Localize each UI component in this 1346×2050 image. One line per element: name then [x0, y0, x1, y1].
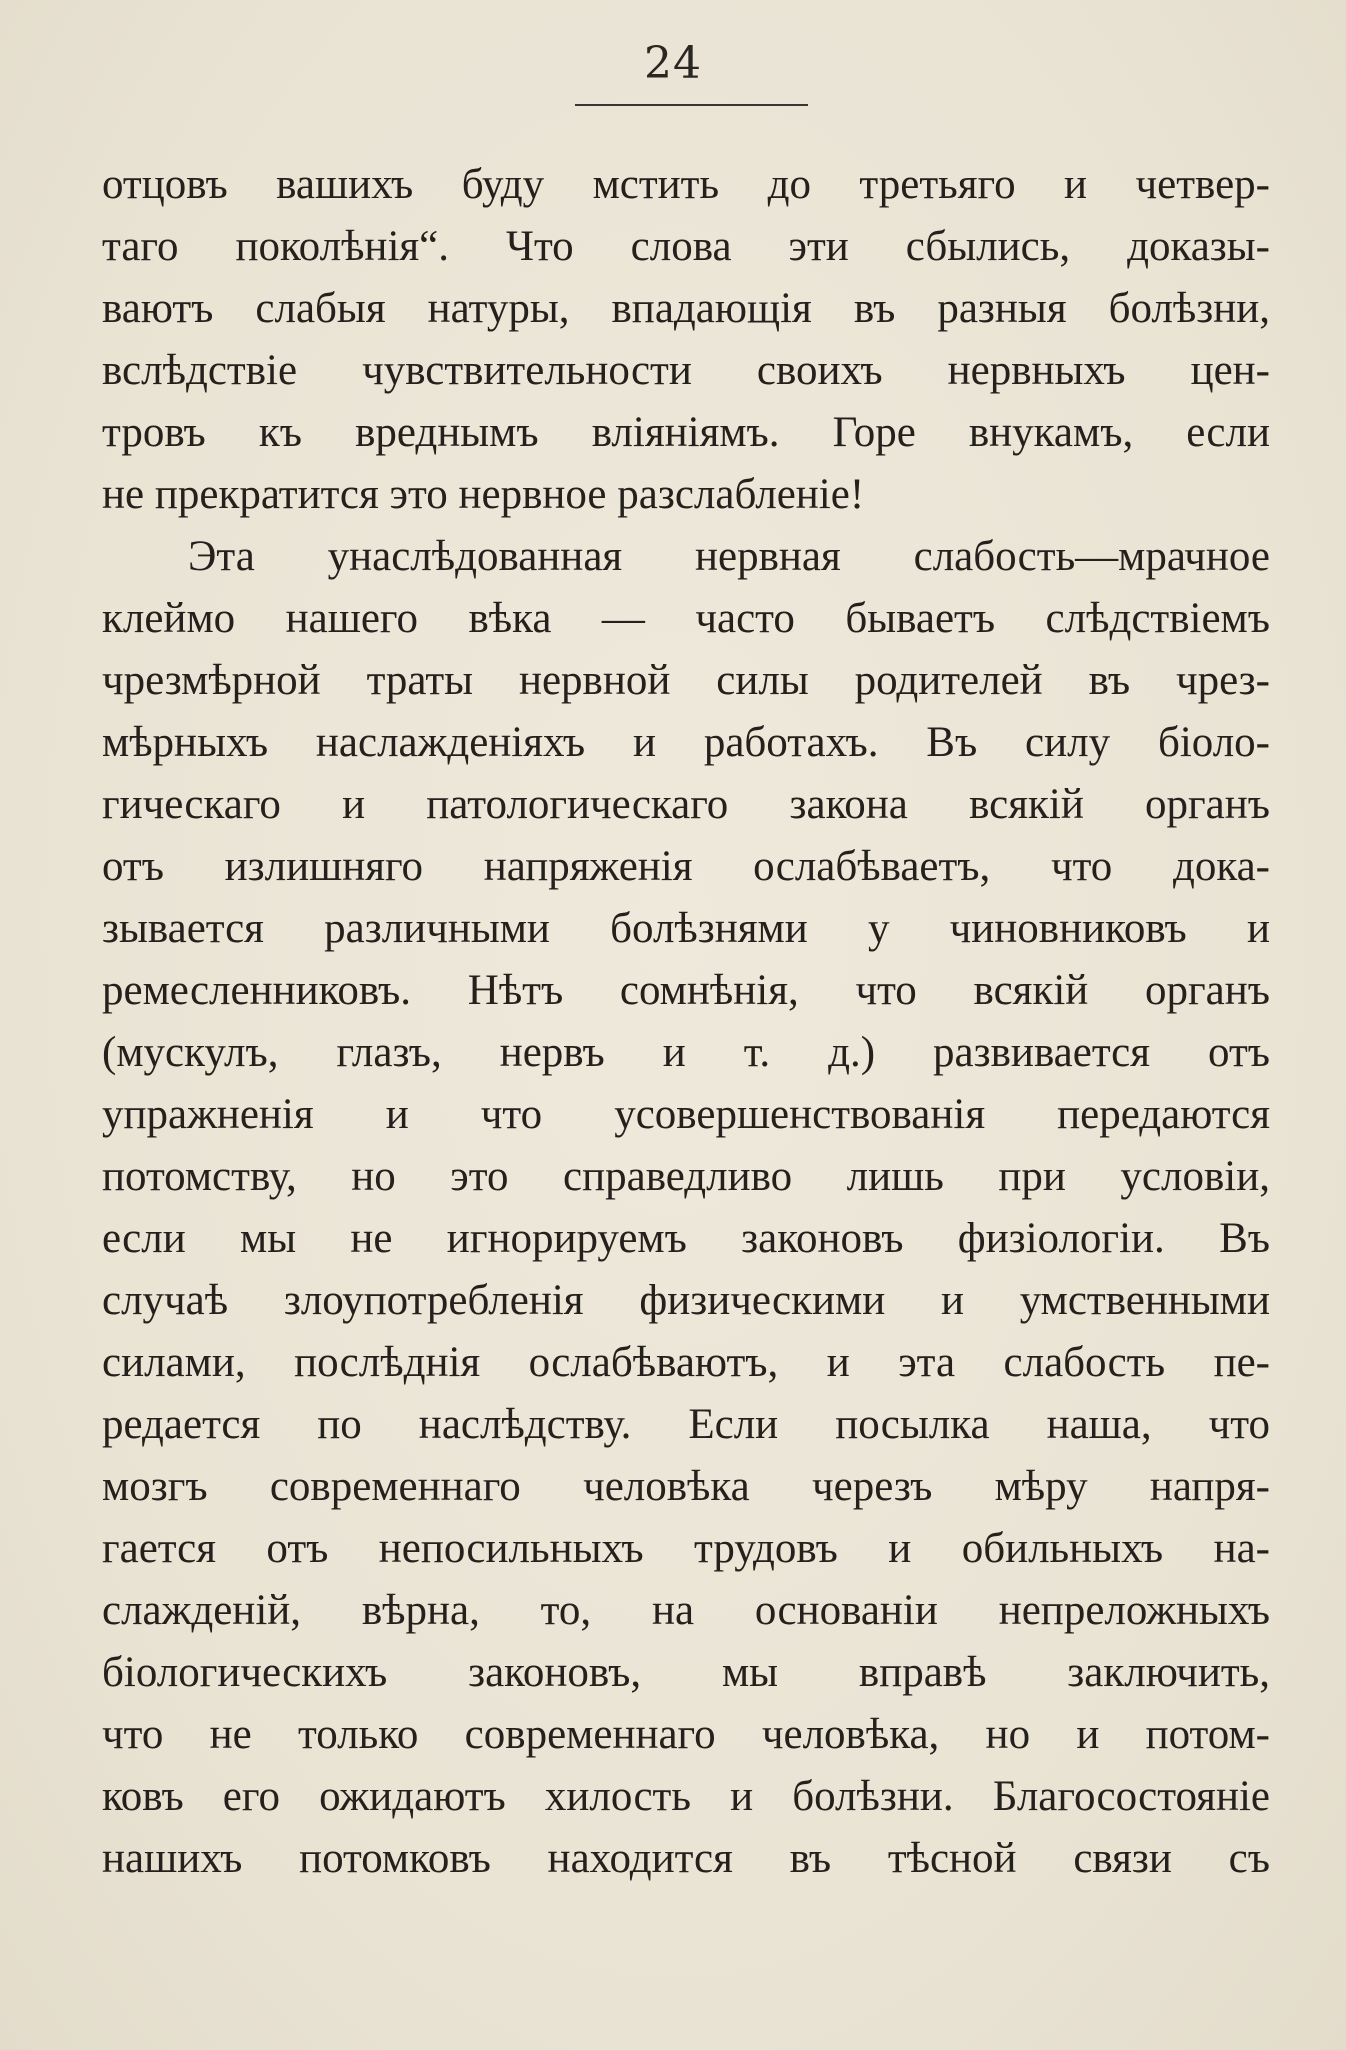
text-line: не прекратится это нервное разслабленіе! [102, 471, 865, 518]
text-line: ваютъ слабыя натуры, впадающія въ разныя болѣзни, [102, 285, 1270, 332]
text-line: гается отъ непосильныхъ трудовъ и обильныхъ на- [102, 1525, 1270, 1572]
text-line: тровъ къ вреднымъ вліяніямъ. Горе внукамъ, если [102, 409, 1270, 456]
text-line: гическаго и патологическаго закона всякій органъ [102, 781, 1270, 828]
text-line: чрезмѣрной траты нервной силы родителей въ чрез- [102, 657, 1270, 704]
text-line: слажденій, вѣрна, то, на основаніи непреложныхъ [102, 1587, 1270, 1634]
text-line: мозгъ современнаго человѣка черезъ мѣру напря- [102, 1463, 1270, 1510]
text-line: отъ излишняго напряженія ослабѣваетъ, что дока- [102, 843, 1270, 890]
text-line: упражненія и что усовершенствованія передаются [102, 1091, 1270, 1138]
page-number: 24 [644, 38, 702, 89]
text-line: ремесленниковъ. Нѣтъ сомнѣнія, что всякій органъ [102, 967, 1270, 1014]
text-line: что не только современнаго человѣка, но и потом- [102, 1711, 1270, 1758]
text-line: клеймо нашего вѣка — часто бываетъ слѣдствіемъ [102, 595, 1270, 642]
text-line: отцовъ вашихъ буду мстить до третьяго и четвер- [102, 161, 1270, 208]
text-line: мѣрныхъ наслажденіяхъ и работахъ. Въ силу біоло- [102, 719, 1270, 766]
text-line: (мускулъ, глазъ, нервъ и т. д.) развивается отъ [102, 1029, 1270, 1076]
text-line: силами, послѣднія ослабѣваютъ, и эта слабость пе- [102, 1339, 1270, 1386]
text-line: вслѣдствіе чувствительности своихъ нервныхъ цен- [102, 347, 1270, 394]
text-line: ковъ его ожидаютъ хилость и болѣзни. Благосостояніе [102, 1773, 1270, 1820]
text-line: таго поколѣнія“. Что слова эти сбылись, доказы- [102, 223, 1270, 270]
body-text [102, 154, 1270, 1890]
text-line: Эта унаслѣдованная нервная слабость—мрачное [188, 533, 1270, 580]
text-line: біологическихъ законовъ, мы вправѣ заключить, [102, 1649, 1270, 1696]
text-line: если мы не игнорируемъ законовъ физіологіи. Въ [102, 1215, 1270, 1262]
text-line: редается по наслѣдству. Если посылка наша, что [102, 1401, 1270, 1448]
text-line: нашихъ потомковъ находится въ тѣсной связи съ [102, 1835, 1270, 1882]
text-line: зывается различными болѣзнями у чиновниковъ и [102, 905, 1270, 952]
header-rule [575, 104, 808, 106]
text-line: потомству, но это справедливо лишь при условіи, [102, 1153, 1270, 1200]
text-line: случаѣ злоупотребленія физическими и умственными [102, 1277, 1270, 1324]
